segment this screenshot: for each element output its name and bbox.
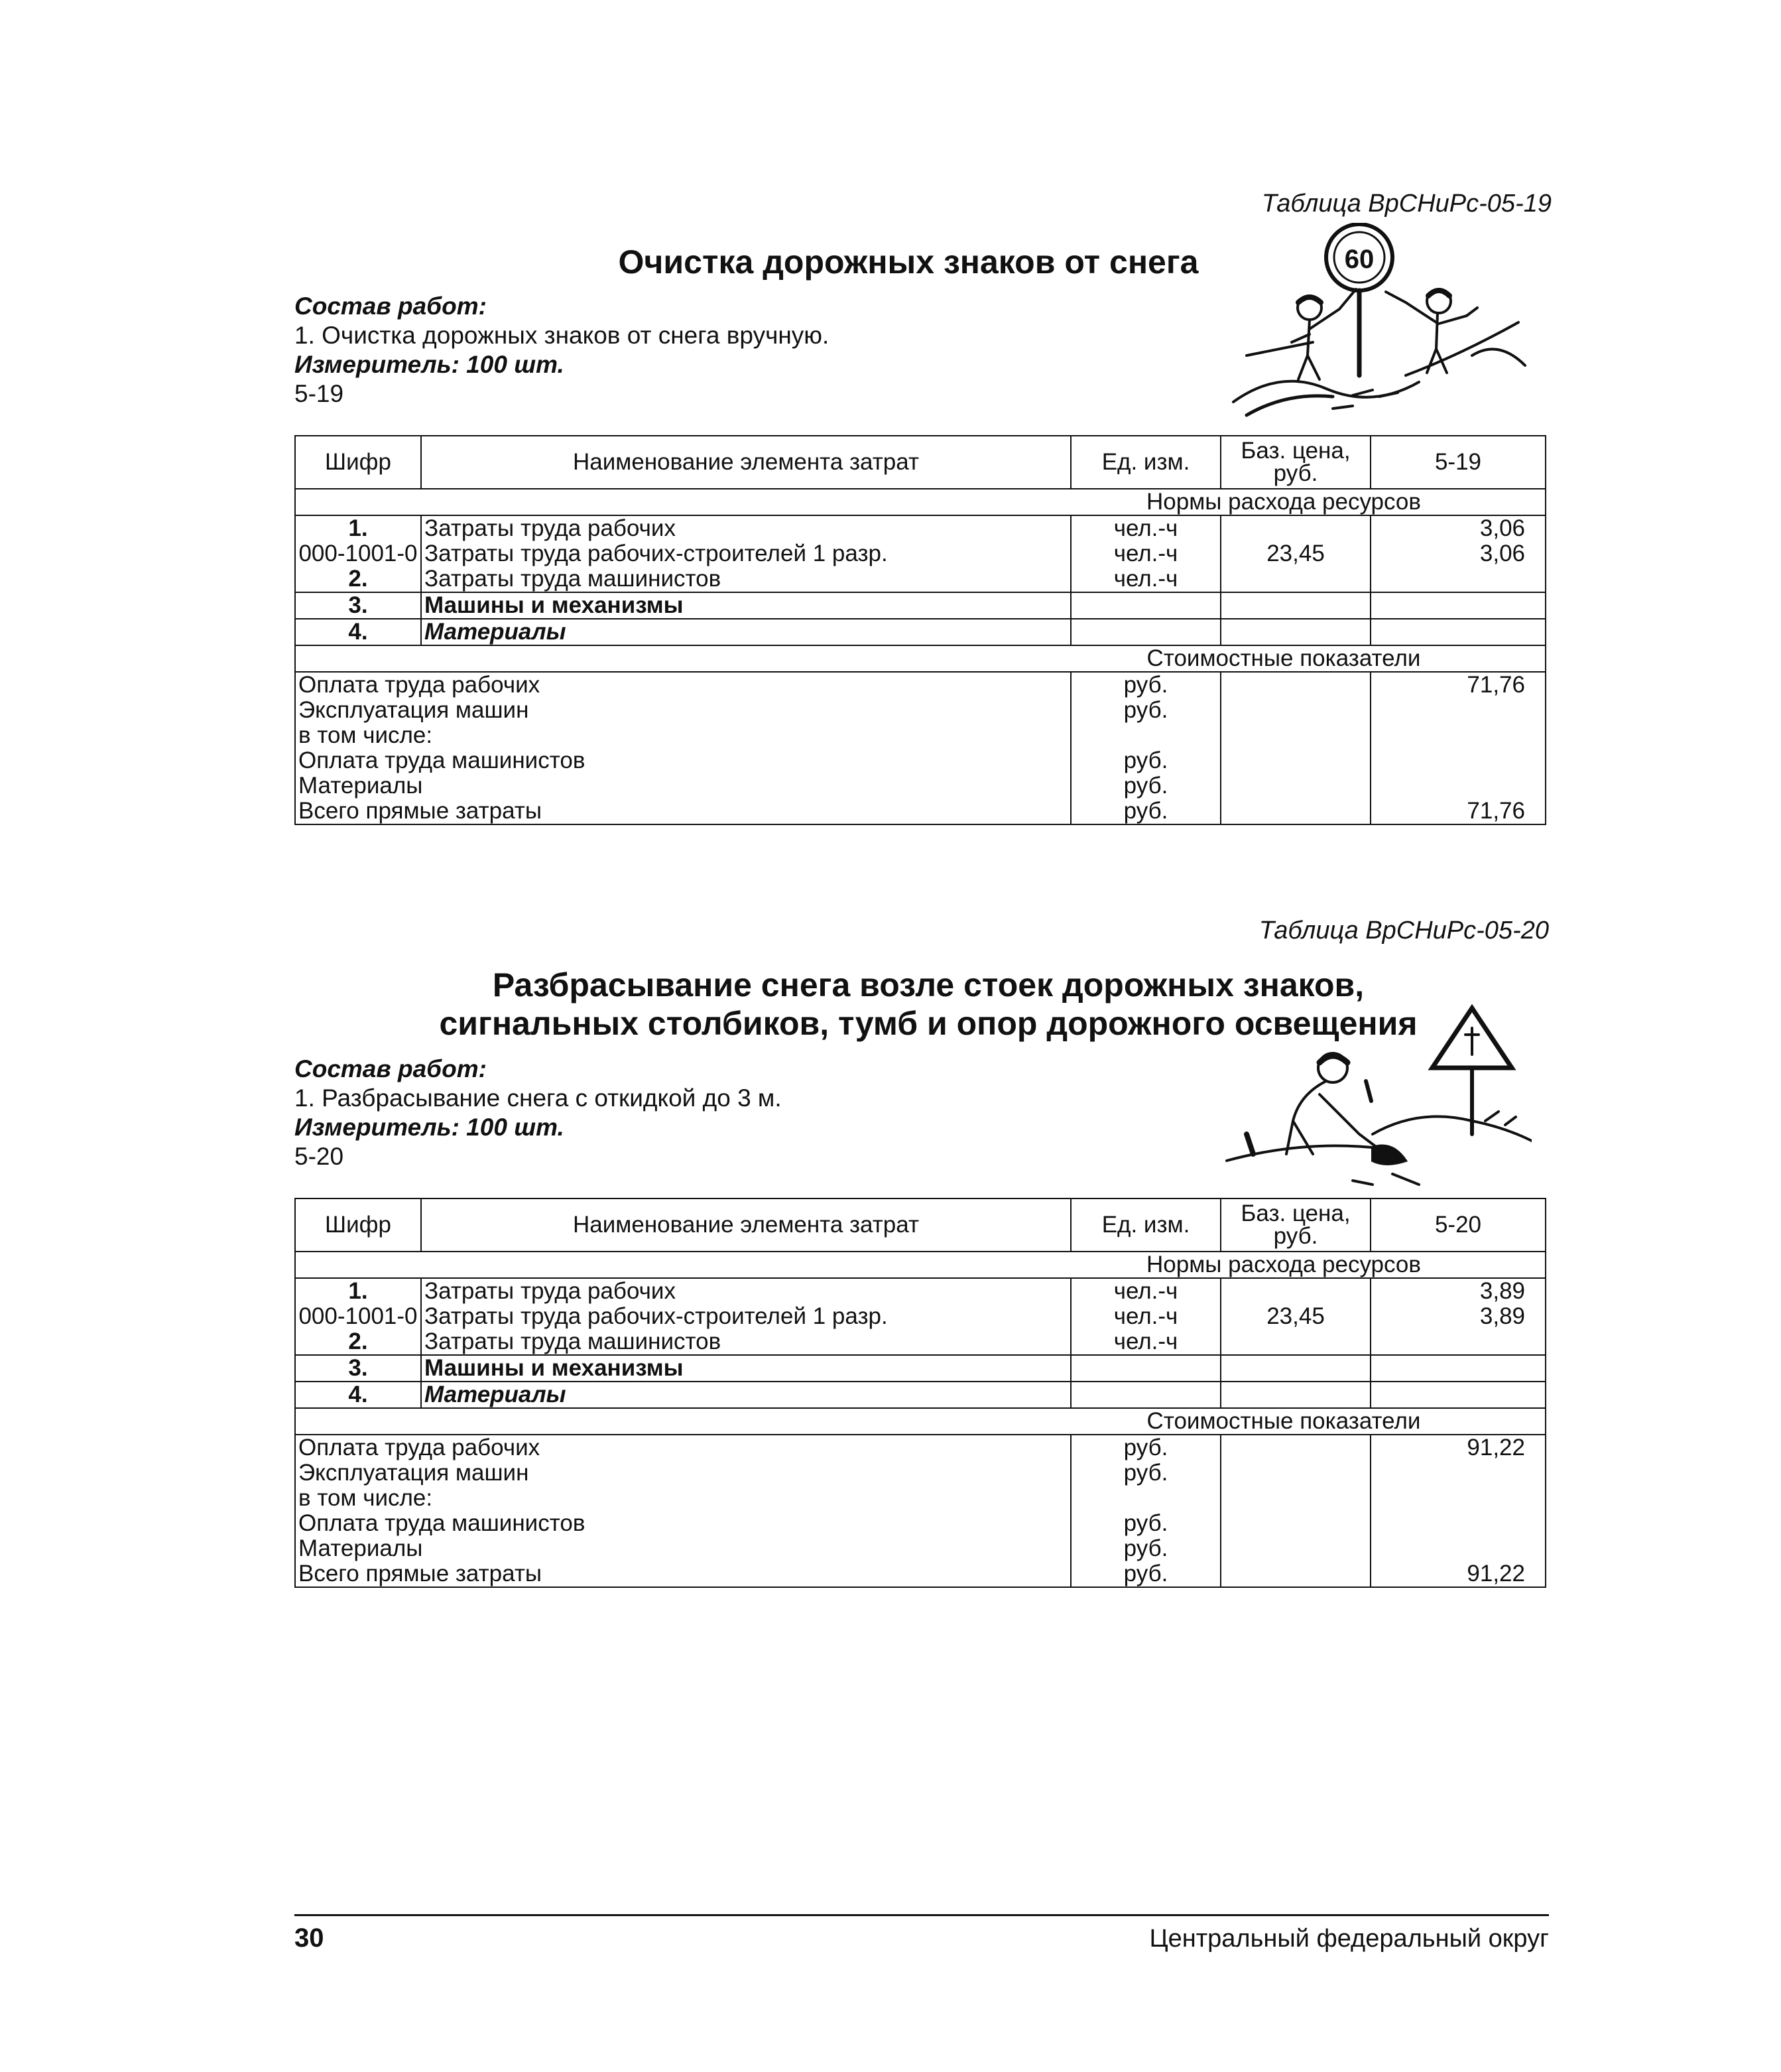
- header-shifr: Шифр: [295, 1198, 421, 1252]
- cost-row: Материалы руб.: [295, 773, 1546, 799]
- norms-table: [294, 435, 1546, 825]
- svg-text:60: 60: [1344, 245, 1375, 274]
- table-row: 4. Материалы: [295, 619, 1546, 645]
- table-row: 1. Затраты труда рабочих чел.-ч 3,89: [295, 1278, 1546, 1304]
- work-composition: [294, 1055, 782, 1171]
- cost-row: Оплата труда рабочих руб. 71,76: [295, 672, 1546, 698]
- table-header-row: [295, 1198, 1546, 1252]
- table-header-row: [295, 436, 1546, 489]
- measurement-unit: Измеритель: 100 шт.: [294, 351, 564, 378]
- norm-code: 5-20: [294, 1143, 344, 1170]
- table-row: 4. Материалы: [295, 1382, 1546, 1408]
- cost-row: Оплата труда рабочих руб. 91,22: [295, 1435, 1546, 1460]
- norms-section-row: Нормы расхода ресурсов: [295, 489, 1546, 515]
- header-code: 5-19: [1371, 436, 1546, 489]
- cost-row: Оплата труда машинистов руб.: [295, 748, 1546, 773]
- header-price: Баз. цена, руб.: [1221, 436, 1371, 489]
- table-row: 000-1001-0 Затраты труда рабочих-строителей 1 разр. чел.-ч 23,45 3,89: [295, 1304, 1546, 1329]
- table-row: 3. Машины и механизмы: [295, 592, 1546, 619]
- header-unit: Ед. изм.: [1071, 1198, 1221, 1252]
- cost-row: в том числе:: [295, 1486, 1546, 1511]
- sostav-label: Состав работ:: [294, 1055, 487, 1082]
- cost-row: Материалы руб.: [295, 1536, 1546, 1561]
- work-composition: [294, 292, 829, 409]
- worker-shoveling-snow-icon: [1220, 988, 1532, 1187]
- header-name: Наименование элемента затрат: [421, 436, 1071, 489]
- table-tag: Таблица ВрСНиРс-05-19: [1261, 190, 1552, 218]
- header-shifr: Шифр: [295, 436, 421, 489]
- footer-divider: [294, 1914, 1549, 1916]
- header-price: Баз. цена, руб.: [1221, 1198, 1371, 1252]
- measurement-unit: Измеритель: 100 шт.: [294, 1114, 564, 1141]
- footer-region: Центральный федеральный округ: [1149, 1925, 1549, 1953]
- sostav-label: Состав работ:: [294, 292, 487, 320]
- cost-row: Всего прямые затраты руб. 91,22: [295, 1561, 1546, 1587]
- cost-section-row: Стоимостные показатели: [295, 1408, 1546, 1435]
- header-unit: Ед. изм.: [1071, 436, 1221, 489]
- table-row: 2. Затраты труда машинистов чел.-ч: [295, 566, 1546, 592]
- cost-row: Эксплуатация машин руб.: [295, 698, 1546, 723]
- cost-row: в том числе:: [295, 723, 1546, 748]
- cost-row: Эксплуатация машин руб.: [295, 1460, 1546, 1486]
- table-row: 3. Машины и механизмы: [295, 1355, 1546, 1382]
- table-row: 1. Затраты труда рабочих чел.-ч 3,06: [295, 515, 1546, 541]
- workers-cleaning-road-sign-icon: [1220, 223, 1545, 422]
- norm-code: 5-19: [294, 380, 344, 407]
- header-name: Наименование элемента затрат: [421, 1198, 1071, 1252]
- norms-table: [294, 1198, 1546, 1588]
- cost-section-row: Стоимостные показатели: [295, 645, 1546, 672]
- cost-row: Всего прямые затраты руб. 71,76: [295, 799, 1546, 824]
- sostav-text: 1. Очистка дорожных знаков от снега вручную.: [294, 322, 829, 349]
- sostav-text: 1. Разбрасывание снега с откидкой до 3 м.: [294, 1084, 782, 1112]
- table-row: 000-1001-0 Затраты труда рабочих-строителей 1 разр. чел.-ч 23,45 3,06: [295, 541, 1546, 566]
- table-row: 2. Затраты труда машинистов чел.-ч: [295, 1329, 1546, 1355]
- table-tag: Таблица ВрСНиРс-05-20: [1259, 917, 1549, 944]
- section-title: Разбрасывание снега возле стоек дорожных знаков, сигнальных столбиков, тумб и опор дорожного освещения: [439, 966, 1418, 1042]
- header-code: 5-20: [1371, 1198, 1546, 1252]
- cost-row: Оплата труда машинистов руб.: [295, 1511, 1546, 1536]
- norms-section-row: Нормы расхода ресурсов: [295, 1252, 1546, 1278]
- section-title: Очистка дорожных знаков от снега: [618, 243, 1199, 281]
- page-number: 30: [294, 1923, 324, 1953]
